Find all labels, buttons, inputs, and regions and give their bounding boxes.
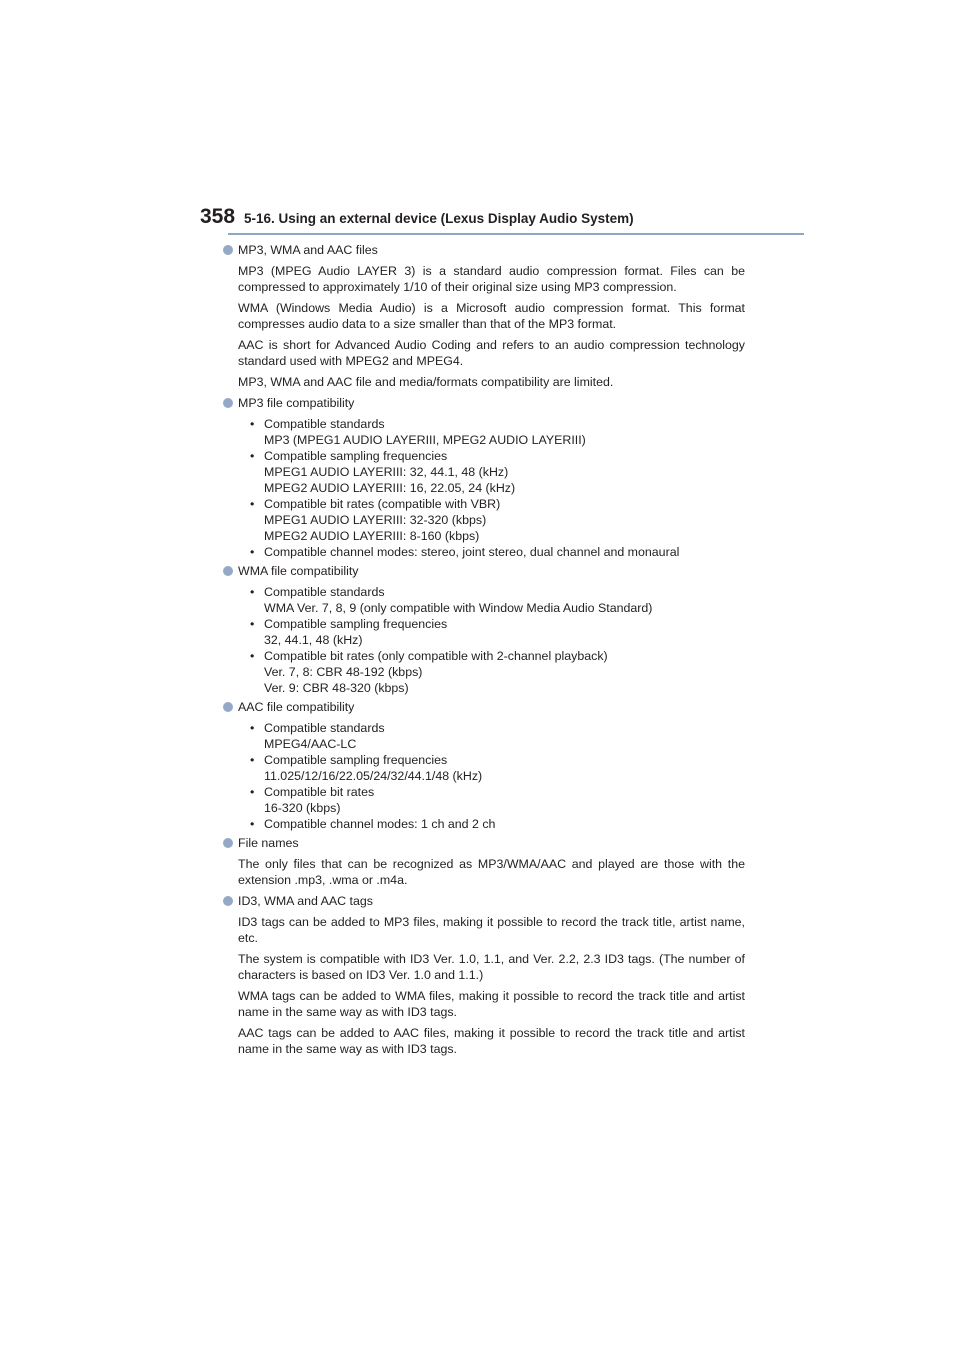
list-item-value: MPEG1 AUDIO LAYERIII: 32-320 (kbps) [264,513,487,527]
section-heading-text: ID3, WMA and AAC tags [238,894,373,908]
list-item-value: Ver. 7, 8: CBR 48-192 (kbps) [264,665,423,679]
paragraph: The only files that can be recognized as MP3/WMA/AAC and played are those with the extension .mp3, .wma or .m4a. [238,857,745,887]
spec-list [250,720,745,832]
list-item-value: 32, 44.1, 48 (kHz) [264,633,363,647]
list-marker: • [250,721,255,735]
section-heading-text: File names [238,836,299,850]
list-item [250,544,745,560]
list-item-label: Compatible standards [264,585,385,599]
list-item-value: MPEG2 AUDIO LAYERIII: 16, 22.05, 24 (kHz) [264,481,516,495]
spec-list [250,584,745,696]
paragraph: ID3 tags can be added to MP3 files, making it possible to record the track title, artist name, etc. [238,915,745,945]
list-item [250,584,745,616]
circle-bullet-icon [223,702,233,712]
list-item-label: Compatible channel modes: stereo, joint stereo, dual channel and monaural [264,545,680,559]
list-marker: • [250,753,255,767]
section-heading-text: MP3 file compatibility [238,396,355,410]
paragraph: AAC tags can be added to AAC files, making it possible to record the track title and artist name in the same way as with ID3 tags. [238,1026,745,1056]
section-heading [222,699,745,715]
section-heading [222,893,745,909]
section-heading-text: AAC file compatibility [238,700,355,714]
list-item-label: Compatible sampling frequencies [264,449,448,463]
list-item-value: 11.025/12/16/22.05/24/32/44.1/48 (kHz) [264,769,483,783]
list-item [250,616,745,648]
list-item-label: Compatible bit rates (compatible with VBR) [264,497,501,511]
list-item-value: MPEG4/AAC-LC [264,737,357,751]
list-item-label: Compatible standards [264,721,385,735]
paragraph: WMA tags can be added to WMA files, making it possible to record the track title and artist name in the same way as with ID3 tags. [238,989,745,1019]
section-heading-text: MP3, WMA and AAC files [238,243,378,257]
section-heading [222,395,745,411]
page-header [200,204,804,234]
list-item-label: Compatible bit rates (only compatible with 2-channel playback) [264,649,608,663]
spec-list [250,416,745,560]
list-marker: • [250,497,255,511]
list-marker: • [250,417,255,431]
list-item [250,816,745,832]
list-marker: • [250,785,255,799]
circle-bullet-icon [223,398,233,408]
list-item-label: Compatible sampling frequencies [264,617,448,631]
section-heading [222,242,745,258]
section-heading [222,835,745,851]
page-content [222,242,745,1062]
list-item [250,752,745,784]
list-item-value: MPEG1 AUDIO LAYERIII: 32, 44.1, 48 (kHz) [264,465,509,479]
list-marker: • [250,817,255,831]
list-item-label: Compatible sampling frequencies [264,753,448,767]
list-item-value: 16-320 (kbps) [264,801,341,815]
list-item-value: MPEG2 AUDIO LAYERIII: 8-160 (kbps) [264,529,480,543]
paragraph: AAC is short for Advanced Audio Coding and refers to an audio compression technology standard used with MPEG2 and MPEG4. [238,338,745,368]
section-heading-text: WMA file compatibility [238,564,359,578]
list-item-label: Compatible standards [264,417,385,431]
list-item [250,784,745,816]
list-item-value: Ver. 9: CBR 48-320 (kbps) [264,681,409,695]
section-heading [222,563,745,579]
circle-bullet-icon [223,896,233,906]
list-marker: • [250,545,255,559]
list-item [250,496,745,544]
list-item-value: WMA Ver. 7, 8, 9 (only compatible with Window Media Audio Standard) [264,601,653,615]
list-item [250,416,745,448]
list-item-value: MP3 (MPEG1 AUDIO LAYERIII, MPEG2 AUDIO LAYERIII) [264,433,586,447]
paragraph: WMA (Windows Media Audio) is a Microsoft audio compression format. This format compresses audio data to a size smaller than that of the MP3 format. [238,301,745,331]
circle-bullet-icon [223,245,233,255]
section-title: 5-16. Using an external device (Lexus Display Audio System) [244,211,634,226]
list-marker: • [250,585,255,599]
circle-bullet-icon [223,566,233,576]
list-marker: • [250,649,255,663]
list-item [250,448,745,496]
header-rule [228,233,804,235]
paragraph: MP3 (MPEG Audio LAYER 3) is a standard audio compression format. Files can be compressed to approximately 1/10 of their original size using MP3 compression. [238,264,745,294]
list-item [250,648,745,696]
page-number: 358 [200,205,236,228]
paragraph: The system is compatible with ID3 Ver. 1.0, 1.1, and Ver. 2.2, 2.3 ID3 tags. (The number of characters is based on ID3 Ver. 1.0 and 1.1.) [238,952,745,982]
list-marker: • [250,449,255,463]
list-item-label: Compatible channel modes: 1 ch and 2 ch [264,817,496,831]
paragraph: MP3, WMA and AAC file and media/formats compatibility are limited. [238,375,614,389]
list-marker: • [250,617,255,631]
list-item-label: Compatible bit rates [264,785,375,799]
circle-bullet-icon [223,838,233,848]
list-item [250,720,745,752]
